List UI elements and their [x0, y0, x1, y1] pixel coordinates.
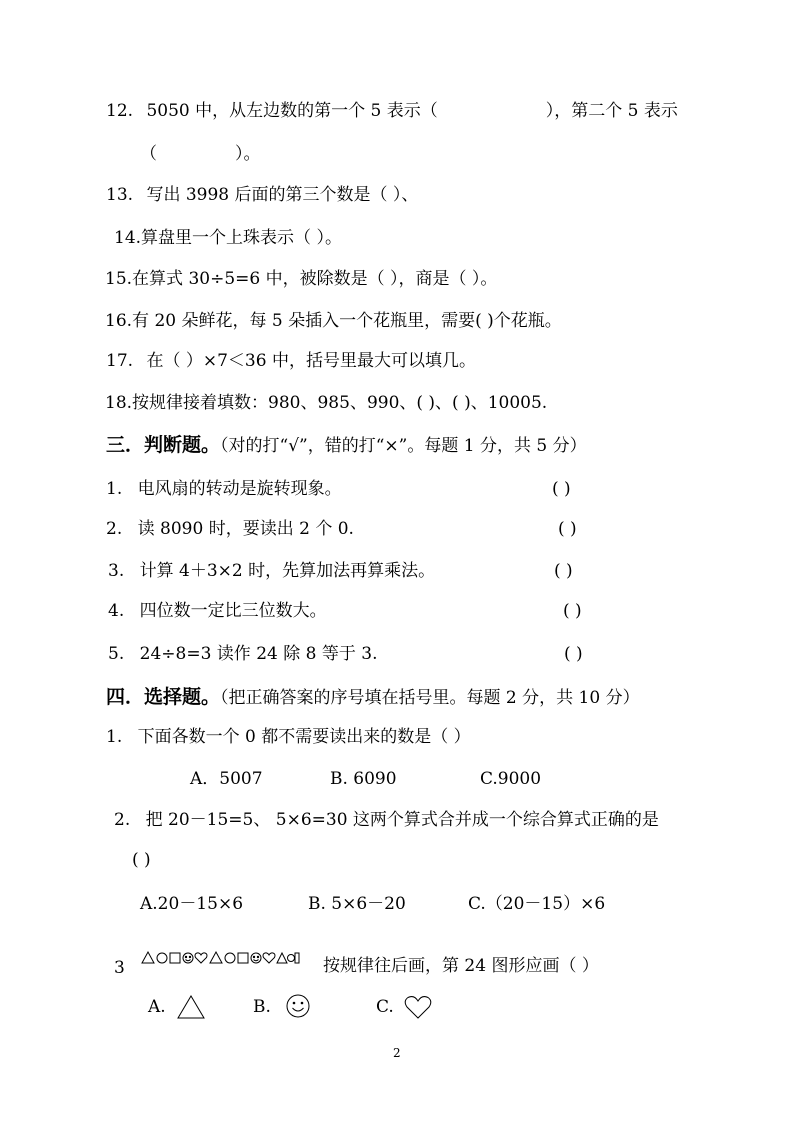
option-b[interactable] — [253, 996, 271, 1018]
question-15 — [105, 268, 497, 290]
choice-question-1 — [106, 726, 471, 748]
shape-sequence-image — [140, 948, 300, 966]
judge-item-5 — [108, 643, 377, 665]
item-number: 1. — [106, 479, 123, 499]
judge-item-2 — [106, 518, 354, 540]
item-text: 读 8090 时，要读出 2 个 0. — [137, 519, 354, 539]
option-c[interactable] — [376, 996, 394, 1018]
question-number: 2. — [114, 810, 131, 830]
answer-paren[interactable]: ( ) — [554, 561, 573, 581]
question-text: 按规律接着填数：980、985、990、( )、( )、10005. — [132, 393, 548, 413]
question-13 — [106, 184, 418, 206]
option-a[interactable] — [148, 996, 166, 1018]
question-text: 下面各数一个 0 都不需要读出来的数是（ ） — [137, 727, 471, 747]
answer-paren[interactable]: ( ) — [564, 644, 583, 664]
item-text: 24÷8=3 读作 24 除 8 等于 3. — [139, 644, 378, 664]
option-b[interactable]: B. 5×6－20 — [308, 894, 406, 914]
page-number: 2 — [393, 1046, 401, 1060]
option-a[interactable]: A.20－15×6 — [140, 894, 244, 914]
option-label: B. — [253, 997, 271, 1017]
square-icon — [170, 953, 180, 963]
section-note: （把正确答案的序号填在括号里。每题 2 分，共 10 分） — [220, 688, 640, 708]
heart-icon — [195, 953, 207, 963]
option-c[interactable]: C.9000 — [480, 769, 542, 789]
paren-open: （ — [140, 144, 157, 164]
option-label: C. — [376, 997, 394, 1017]
item-text: 计算 4＋3×2 时，先算加法再算乘法。 — [139, 561, 436, 581]
option-c[interactable]: C.（20－15）×6 — [468, 894, 606, 914]
option-a[interactable]: A．5007 — [190, 769, 263, 789]
choice-question-3-text: 按规律往后画，第 24 图形应画（ ） — [323, 956, 599, 976]
item-number: 2. — [106, 519, 123, 539]
heart-icon — [263, 953, 275, 963]
circle-icon — [288, 955, 295, 962]
option-b[interactable]: B. 6090 — [330, 769, 397, 789]
smiley-icon — [251, 953, 261, 963]
choice-question-3-number: 3 — [114, 958, 125, 978]
question-text-a: 5050 中，从左边数的第一个 5 表示（ — [146, 101, 438, 121]
triangle-icon — [277, 953, 287, 963]
judge-item-1 — [106, 478, 342, 500]
triangle-icon — [210, 952, 222, 963]
section-title: 三．判断题。 — [106, 434, 221, 456]
question-text: 在（ ）×7＜36 中，括号里最大可以填几。 — [146, 351, 476, 371]
question-number: 13. — [106, 185, 134, 205]
smiley-icon — [285, 993, 311, 1019]
question-18 — [105, 392, 547, 414]
question-text: 在算式 30÷5=6 中，被除数是（ ），商是（ ）。 — [132, 269, 498, 289]
question-text-b: ），第二个 5 表示 — [545, 101, 678, 121]
question-text: 写出 3998 后面的第三个数是（ ）、 — [146, 185, 419, 205]
item-number: 4. — [108, 601, 125, 621]
section-4-heading — [106, 686, 640, 709]
item-number: 3. — [108, 561, 125, 581]
triangle-icon — [176, 994, 206, 1020]
section-title: 四．选择题。 — [106, 686, 221, 708]
question-17 — [106, 350, 476, 372]
question-text: 有 20 朵鲜花，每 5 朵插入一个花瓶里，需要( )个花瓶。 — [132, 311, 562, 331]
judge-item-3 — [108, 560, 435, 582]
question-text: 算盘里一个上珠表示（ ）。 — [141, 228, 342, 248]
answer-paren[interactable]: ( ) — [558, 519, 577, 539]
question-number: 15. — [105, 269, 133, 289]
question-number: 12. — [106, 101, 134, 121]
square-icon — [238, 953, 248, 963]
choice-question-2 — [114, 809, 659, 831]
smiley-icon — [183, 953, 193, 963]
item-text: 电风扇的转动是旋转现象。 — [137, 479, 342, 499]
question-14 — [114, 227, 342, 249]
section-note: （对的打“√”，错的打“×”。每题 1 分，共 5 分） — [220, 436, 587, 456]
triangle-icon — [142, 952, 154, 963]
circle-icon — [225, 953, 235, 963]
question-number: 17. — [106, 351, 134, 371]
square-icon — [295, 953, 299, 963]
judge-item-4 — [108, 600, 327, 622]
answer-paren[interactable]: ( ) — [552, 479, 571, 499]
question-number: 16. — [105, 311, 133, 331]
question-text: 把 20－15=5、 5×6=30 这两个算式合并成一个综合算式正确的是 — [145, 810, 659, 830]
paren-close: ）。 — [235, 144, 261, 164]
question-number: 14. — [114, 228, 142, 248]
option-label: A. — [148, 997, 166, 1017]
circle-icon — [157, 953, 167, 963]
item-number: 5. — [108, 644, 125, 664]
answer-paren[interactable]: ( ) — [563, 601, 582, 621]
item-text: 四位数一定比三位数大。 — [139, 601, 327, 621]
question-12 — [106, 100, 678, 122]
section-3-heading — [106, 434, 587, 457]
question-12-continued — [140, 143, 261, 165]
question-number: 1. — [106, 727, 123, 747]
answer-paren[interactable]: ( ) — [132, 850, 151, 870]
question-number: 18. — [105, 393, 133, 413]
heart-icon — [403, 994, 433, 1020]
question-16 — [105, 310, 562, 332]
